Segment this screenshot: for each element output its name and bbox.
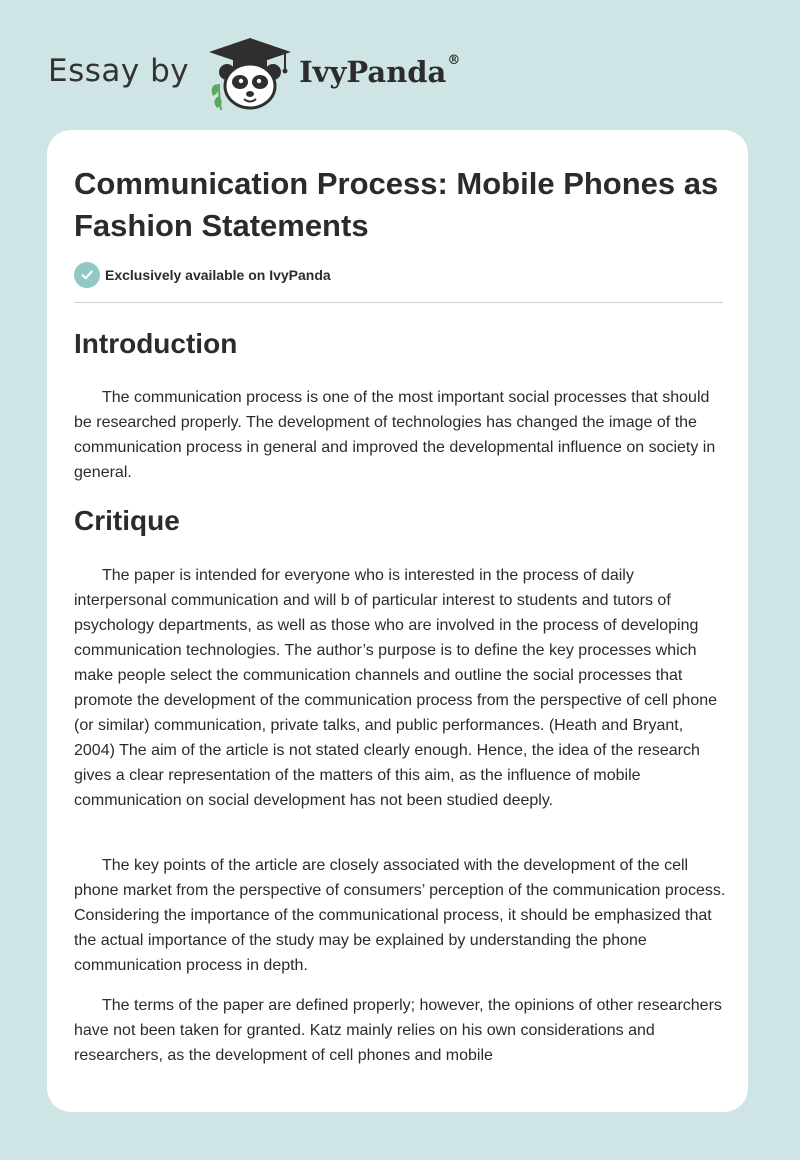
- paragraph: The paper is intended for everyone who is interested in the process of daily interpersonal communication and will b of particular interest to students and tutors of psychology departments, as well as those who are involved in the process of developing communication technologies. The author’s purpose is to define the key processes which make people select the communication channels and outline the social processes that promote the development of the communication process from the perspective of cell phone (or similar) communication, private talks, and public performances. (Heath and Bryant, 2004) The aim of the article is not stated clearly enough. Hence, the idea of the research gives a clear representation of the matters of this aim, as the influence of mobile communication on social development has not been studied deeply.: [74, 567, 718, 809]
- divider: [74, 302, 723, 303]
- check-icon: [74, 262, 100, 288]
- essay-by-label: Essay by: [48, 53, 190, 89]
- registered-mark: ®: [447, 53, 461, 68]
- essay-card: [47, 130, 748, 1112]
- section-heading-introduction: Introduction: [74, 328, 238, 359]
- site-header: [48, 34, 460, 114]
- paragraph: The terms of the paper are defined properly; however, the opinions of other researchers have not been taken for granted. Katz mainly relies on his own considerations and researchers, as the development of cell phones and mobile: [74, 997, 722, 1064]
- brand-name[interactable]: IvyPanda®: [299, 53, 461, 89]
- badge-label: Exclusively available on IvyPanda: [105, 267, 331, 283]
- paragraph: The key points of the article are closely associated with the development of the cell phone market from the perspective of consumers’ perception of the communication process. Considering the importance of the communicational process, it should be emphasized that the actual importance of the study may be explained by understanding the phone communication process in depth.: [74, 857, 726, 974]
- page-title: Communication Process: Mobile Phones as Fashion Statements: [74, 166, 719, 243]
- section-heading-critique: Critique: [74, 505, 180, 536]
- ivypanda-logo-icon[interactable]: [205, 36, 295, 112]
- exclusive-badge: [74, 262, 331, 288]
- paragraph: The communication process is one of the most important social processes that should be researched properly. The development of technologies has changed the image of the communication process in general and improved the developmental influence on society in general.: [74, 389, 716, 481]
